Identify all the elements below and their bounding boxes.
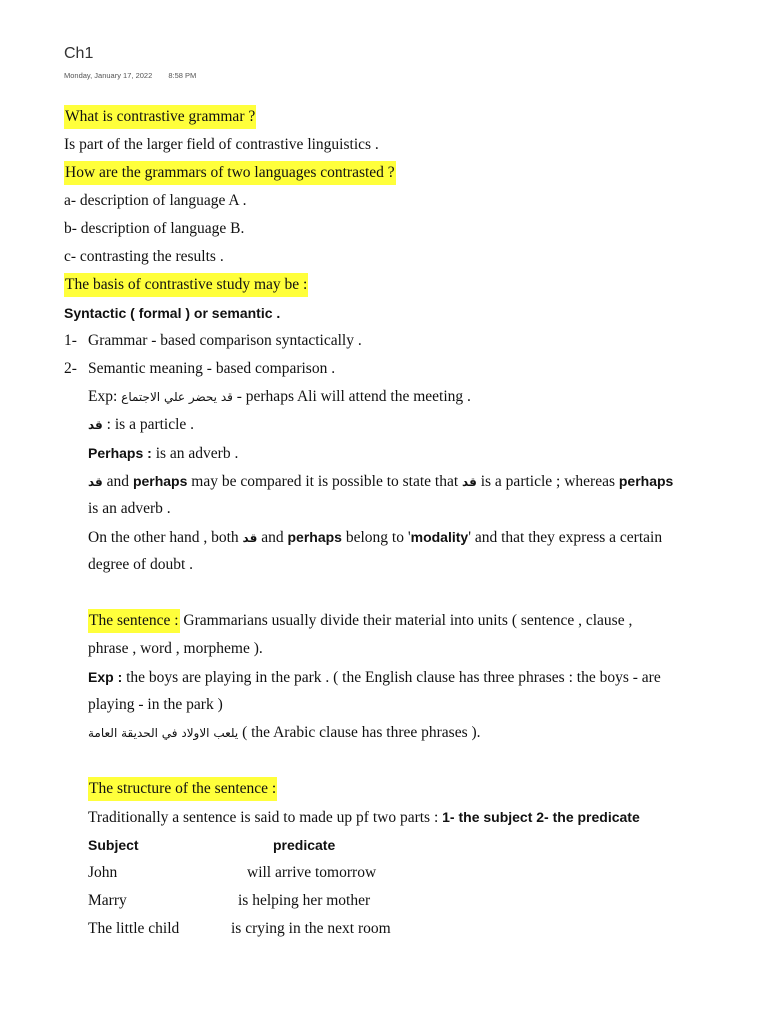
step-text: a- description of language A . <box>64 192 247 209</box>
table-row <box>0 915 768 943</box>
arabic-word: قد <box>88 418 103 432</box>
note-line <box>0 439 768 467</box>
note-text: may be compared it is possible to state that <box>191 473 459 490</box>
list-item <box>0 355 768 383</box>
note-line <box>0 523 768 551</box>
note-text: playing - in the park ) <box>88 696 223 713</box>
note-text: degree of doubt . <box>88 556 194 573</box>
list-item <box>0 327 768 355</box>
bold-text: Syntactic ( formal ) or semantic . <box>64 305 281 321</box>
list-number: 2- <box>64 360 77 377</box>
table-cell-subject: Marry <box>88 892 127 909</box>
note-text: Traditionally a sentence is said to made up pf two parts : <box>88 809 439 826</box>
note-text: is an adverb . <box>88 500 171 517</box>
column-header-subject: Subject <box>88 837 139 853</box>
column-header-predicate: predicate <box>273 837 336 853</box>
blank-line <box>0 579 768 607</box>
note-line <box>0 187 768 215</box>
highlighted-heading: The sentence : <box>88 609 180 633</box>
page-time: 8:58 PM <box>168 71 197 80</box>
bold-text: perhaps <box>132 473 188 489</box>
note-text: and <box>106 473 130 490</box>
note-line <box>0 103 768 131</box>
blank-line <box>0 747 768 775</box>
note-line <box>0 719 768 747</box>
note-text: the boys are playing in the park . ( the English clause has three phrases : the boys - are <box>126 669 661 686</box>
arabic-word: قد <box>242 531 258 545</box>
note-text: : is a particle . <box>106 416 195 433</box>
bold-text: Perhaps : <box>88 445 152 461</box>
note-text: and <box>261 529 284 546</box>
example-text: - perhaps Ali will attend the meeting . <box>236 388 471 405</box>
note-line <box>0 215 768 243</box>
note-line <box>0 803 768 831</box>
arabic-example: قد يحضر علي الاجتماع <box>121 390 233 404</box>
note-text: belong to ' <box>345 529 411 546</box>
step-text: b- description of language B. <box>64 220 245 237</box>
bold-text: perhaps <box>618 473 674 489</box>
list-text: Semantic meaning - based comparison . <box>88 360 336 377</box>
note-line <box>0 775 768 803</box>
arabic-word: قد <box>88 475 103 489</box>
highlighted-heading: The basis of contrastive study may be : <box>64 273 308 297</box>
list-number: 1- <box>64 332 77 349</box>
note-text: is an adverb . <box>155 445 239 462</box>
note-line <box>0 551 768 579</box>
arabic-sentence: يلعب الاولاد في الحديقة العامة <box>88 726 239 740</box>
note-text: ' and that they express a certain <box>468 529 663 546</box>
note-line <box>0 607 768 635</box>
note-line <box>0 383 768 411</box>
note-text: is a particle ; whereas <box>480 473 615 490</box>
note-text: ( the Arabic clause has three phrases ). <box>242 724 481 741</box>
table-cell-predicate: is crying in the next room <box>231 920 391 937</box>
table-row <box>0 887 768 915</box>
note-line <box>0 243 768 271</box>
note-line <box>0 159 768 187</box>
table-cell-subject: John <box>88 864 118 881</box>
step-text: c- contrasting the results . <box>64 248 224 265</box>
page-date: Monday, January 17, 2022 <box>64 71 153 80</box>
bold-text: Exp : <box>88 669 123 685</box>
list-text: Grammar - based comparison syntactically . <box>88 332 362 349</box>
table-cell-predicate: will arrive tomorrow <box>247 864 377 881</box>
bold-text: perhaps <box>287 529 342 545</box>
note-line <box>0 131 768 159</box>
highlighted-heading: The structure of the sentence : <box>88 777 277 801</box>
page-timestamp <box>64 71 196 80</box>
note-body <box>0 103 768 943</box>
note-line <box>0 411 768 439</box>
arabic-word: قد <box>462 475 477 489</box>
table-row <box>0 859 768 887</box>
note-line <box>0 495 768 523</box>
highlighted-question: How are the grammars of two languages contrasted ? <box>64 161 396 185</box>
example-label: Exp: <box>88 388 118 405</box>
bold-text: 1- the subject 2- the predicate <box>442 809 640 825</box>
table-header-row <box>0 831 768 859</box>
note-line <box>0 691 768 719</box>
note-text: phrase , word , morpheme ). <box>88 640 263 657</box>
highlighted-question: What is contrastive grammar ? <box>64 105 256 129</box>
note-text: Grammarians usually divide their material into units ( sentence , clause , <box>183 612 633 629</box>
note-line <box>0 663 768 691</box>
page-title: Ch1 <box>64 45 94 62</box>
note-line <box>0 467 768 495</box>
note-line <box>0 299 768 327</box>
bold-text: modality <box>410 529 469 545</box>
table-cell-predicate: is helping her mother <box>238 892 371 909</box>
answer-text: Is part of the larger field of contrastive linguistics . <box>64 136 379 153</box>
note-text: On the other hand , both <box>88 529 239 546</box>
note-line <box>0 635 768 663</box>
table-cell-subject: The little child <box>88 920 180 937</box>
note-line <box>0 271 768 299</box>
